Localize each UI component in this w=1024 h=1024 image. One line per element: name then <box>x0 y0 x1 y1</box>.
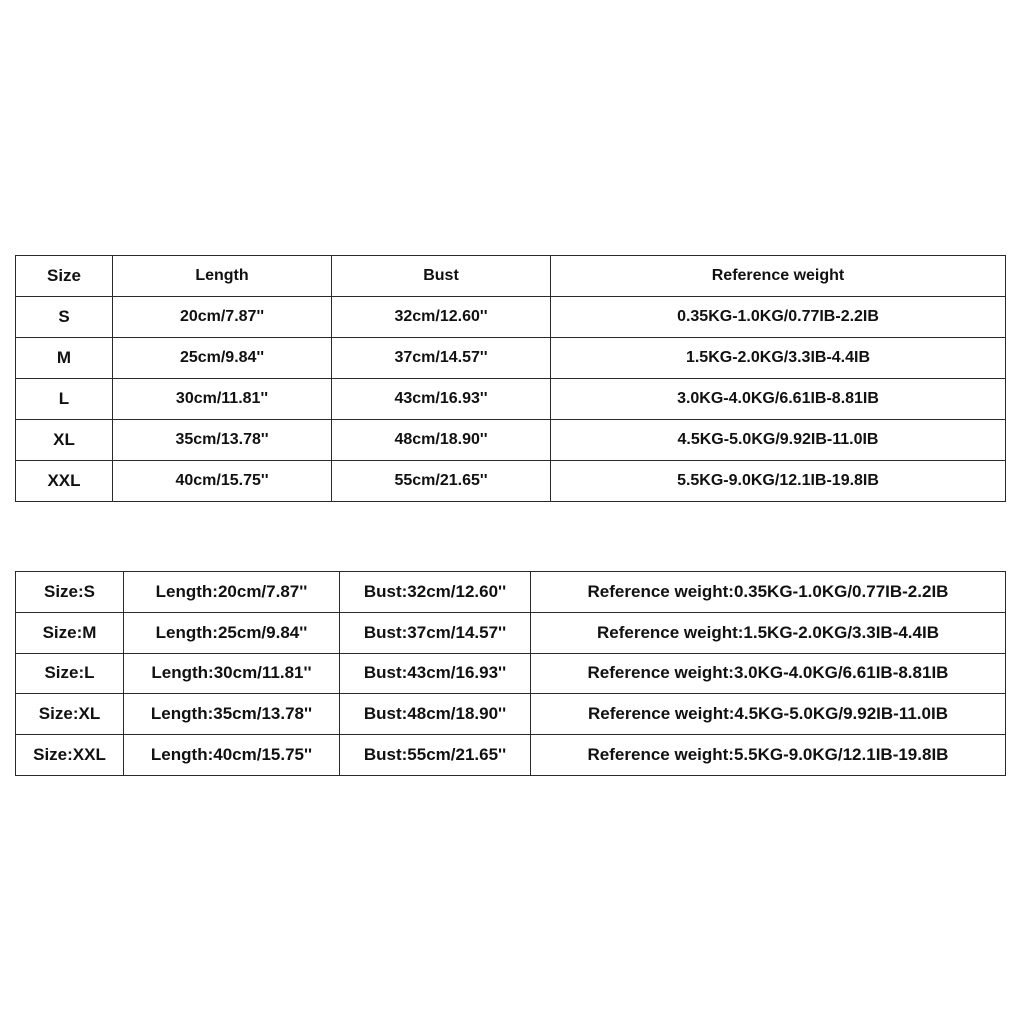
header-bust: Bust <box>332 256 551 297</box>
size-cell: S <box>16 297 113 338</box>
table-row <box>16 420 1006 461</box>
header-size: Size <box>16 256 113 297</box>
size-cell: Size:L <box>16 653 124 694</box>
length-cell: 30cm/11.81'' <box>113 379 332 420</box>
table-row <box>16 379 1006 420</box>
bust-cell: Bust:48cm/18.90'' <box>340 694 531 735</box>
table-header-row <box>16 256 1006 297</box>
weight-cell: Reference weight:0.35KG-1.0KG/0.77IB-2.2IB <box>531 572 1006 613</box>
bust-cell: 37cm/14.57'' <box>332 338 551 379</box>
weight-cell: 4.5KG-5.0KG/9.92IB-11.0IB <box>551 420 1006 461</box>
table-row <box>16 297 1006 338</box>
header-length: Length <box>113 256 332 297</box>
weight-cell: Reference weight:4.5KG-5.0KG/9.92IB-11.0IB <box>531 694 1006 735</box>
weight-cell: 3.0KG-4.0KG/6.61IB-8.81IB <box>551 379 1006 420</box>
bust-cell: Bust:37cm/14.57'' <box>340 612 531 653</box>
table-row <box>16 694 1006 735</box>
bust-cell: Bust:43cm/16.93'' <box>340 653 531 694</box>
bust-cell: 55cm/21.65'' <box>332 461 551 502</box>
table-row <box>16 735 1006 776</box>
bust-cell: 43cm/16.93'' <box>332 379 551 420</box>
length-cell: Length:20cm/7.87'' <box>124 572 340 613</box>
length-cell: Length:25cm/9.84'' <box>124 612 340 653</box>
weight-cell: 5.5KG-9.0KG/12.1IB-19.8IB <box>551 461 1006 502</box>
length-cell: Length:30cm/11.81'' <box>124 653 340 694</box>
table-row <box>16 461 1006 502</box>
header-reference-weight: Reference weight <box>551 256 1006 297</box>
weight-cell: 0.35KG-1.0KG/0.77IB-2.2IB <box>551 297 1006 338</box>
bust-cell: Bust:32cm/12.60'' <box>340 572 531 613</box>
weight-cell: 1.5KG-2.0KG/3.3IB-4.4IB <box>551 338 1006 379</box>
table-row <box>16 572 1006 613</box>
table-row <box>16 338 1006 379</box>
table-row <box>16 653 1006 694</box>
size-cell: XXL <box>16 461 113 502</box>
bust-cell: Bust:55cm/21.65'' <box>340 735 531 776</box>
length-cell: 40cm/15.75'' <box>113 461 332 502</box>
size-chart-table <box>15 255 1006 502</box>
size-cell: Size:XXL <box>16 735 124 776</box>
size-cell: Size:M <box>16 612 124 653</box>
weight-cell: Reference weight:1.5KG-2.0KG/3.3IB-4.4IB <box>531 612 1006 653</box>
size-cell: M <box>16 338 113 379</box>
size-cell: L <box>16 379 113 420</box>
bust-cell: 32cm/12.60'' <box>332 297 551 338</box>
bust-cell: 48cm/18.90'' <box>332 420 551 461</box>
table-row <box>16 612 1006 653</box>
length-cell: Length:40cm/15.75'' <box>124 735 340 776</box>
size-cell: Size:XL <box>16 694 124 735</box>
size-cell: Size:S <box>16 572 124 613</box>
length-cell: 25cm/9.84'' <box>113 338 332 379</box>
weight-cell: Reference weight:3.0KG-4.0KG/6.61IB-8.81IB <box>531 653 1006 694</box>
weight-cell: Reference weight:5.5KG-9.0KG/12.1IB-19.8IB <box>531 735 1006 776</box>
length-cell: 35cm/13.78'' <box>113 420 332 461</box>
size-cell: XL <box>16 420 113 461</box>
length-cell: 20cm/7.87'' <box>113 297 332 338</box>
size-detail-table <box>15 571 1006 776</box>
length-cell: Length:35cm/13.78'' <box>124 694 340 735</box>
